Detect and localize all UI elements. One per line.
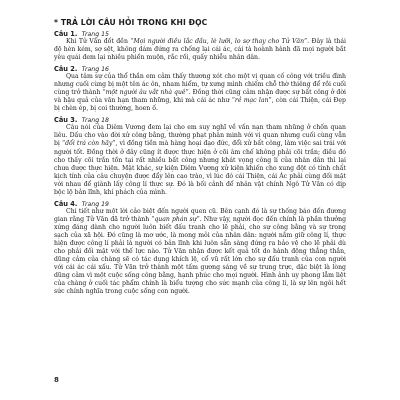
text-run: Câu nói của Diêm Vương đem lại cho em suy nghĩ về vấn nạn tham nhũng ở chốn quan liêu. Dấu cho vào đời xử công bằng, thường phạt phân minh với vị quan nhưng cuối cùng vẫn bị “ [54, 124, 346, 148]
question-title [54, 30, 346, 38]
question-page-ref: Trang 18 [81, 117, 109, 125]
question-block [54, 65, 346, 113]
question-page-ref: Trang 15 [81, 31, 109, 38]
text-run: Chi tiết như một lời cảo biệt đến người quen cũ. Bên cạnh đó là sự thống báo đến đương gian rằng Tử Văn đã trở thành “ [54, 207, 346, 223]
answer-paragraph [54, 73, 346, 113]
question-title [54, 65, 346, 73]
quoted-phrase: một người âu vắt nhà quê [105, 89, 186, 97]
text-run: Khi Tử Văn đốt đền “ [66, 38, 134, 45]
page-content [54, 18, 346, 296]
question-label: Câu 3. [54, 116, 78, 125]
quoted-phrase: đổi trá còn hãy [65, 140, 113, 148]
question-label: Câu 4. [54, 199, 78, 208]
answer-paragraph [54, 38, 346, 62]
question-block [54, 116, 346, 196]
question-label: Câu 2. [54, 65, 78, 74]
question-label: Câu 1. [54, 30, 78, 38]
text-run: ”. Như vậy, người đọc đến chính là phần thưởng xứng đáng dành cho người luôn biết đấu tranh cho lẽ phải, cho sự công bằng và sự trọng sạch của xã hội. Đó cũng là mơ ước, là mong mỏi của nhân dân: người nắm giữ công lí, thực hiện được công lí phải là người có bản lĩnh khi luôn sẵn sàng đứng ra bảo vệ cho lẽ phải dù cho phải đối mặt với thế lực nào. Tử Văn nhận được kết quả tốt do hành động thẳng thắn, dũng cảm của chàng sẽ có tác dụng khích lệ, cổ vũ rất lớn cho sự đấu tranh của con người với cái ác cái xấu. Tử Văn trở thành một tấm gương sáng về sự trung trực, dặc biệt là lòng dũng cảm vì một cuộc sống công bằng, hạnh phúc cho mọi người. Hình ảnh uy phong lẫm liệt của chàng ở cuối tác phẩm chính là biểu tượng cho sức mạnh của công lí, là sự lên ngôi hết sức chính nghĩa trong cuộc sống con người. [54, 215, 346, 296]
text-run: ”, còn cái Thiện, cái Đẹp bị chèn ép, bị coi thường, hoen ố. [54, 97, 346, 113]
text-run: ”. Đồng thời cũng cảm nhận được sự bất công ở đời và hậu quả của văn hạn tham những, khi mà cái ác như “ [54, 89, 346, 105]
question-page-ref: Trang 16 [81, 66, 109, 74]
question-block [54, 30, 346, 62]
answer-paragraph [54, 208, 346, 297]
question-block [54, 200, 346, 297]
text-run: ”, vì đồng tiền mà hàng hoại đạo đức, đổi xử bất công, làm việc sai trái với người tốt. Đồng thời ở đây cũng ít được thực hiện ở cõi âm chế không phải cõi trần; điều đó cho thấy cõi trần tồn tại rất nhiều bất công nhưng khát vọng công lí của nhân dân thì lại chưa được thực hiện. Mặt khác, sự kiện Diêm Vương xử kiện khiến cho xung đột có tính chất kịch tính của câu chuyện được đẩy lên cao trào, vì lúc đó cái Thiện, cái Ác phải cùng đối mặt với nhau để giành lấy công lí thực sự. Đó là bối cảnh để nhân vật chính Ngô Tử Văn có dịp bộc lộ bản lĩnh, khí phách của mình. [54, 140, 346, 196]
quoted-phrase: quan phán sự [154, 215, 197, 223]
question-list [54, 30, 346, 296]
text-run: Qua tâm sự của thổ thần em cảm thấy thương xót cho một vị quan cố công với triều đình nhưng cuối cùng bị một tên ác ôn, nham hiểm, tự xưng mình chiếm chỗ thờ thiêng để rồi cuối cùng trở thành “ [54, 73, 346, 97]
section-title: * TRẢ LỜI CÂU HỎI TRONG KHI ĐỌC [54, 18, 208, 27]
quoted-phrase: rẻ mạc lan [234, 97, 269, 105]
question-title [54, 200, 346, 208]
text-run: ”. Đây là thái độ hèn kém, sợ sệt, không dám đứng ra chống lại cái ác, cái tà hoành hành đã mọi người bắt yêu quái đem lại nhiều phiền muộn, rắc rối, quấy nhiễu nhân dân. [54, 38, 346, 62]
page-number: 8 [54, 376, 59, 384]
question-page-ref: Trang 19 [81, 200, 109, 208]
answer-paragraph [54, 124, 346, 196]
quoted-phrase: Mọi người điều lắc đầu, lè lưỡi, lo sợ thay cho Tử Văn [133, 38, 305, 45]
